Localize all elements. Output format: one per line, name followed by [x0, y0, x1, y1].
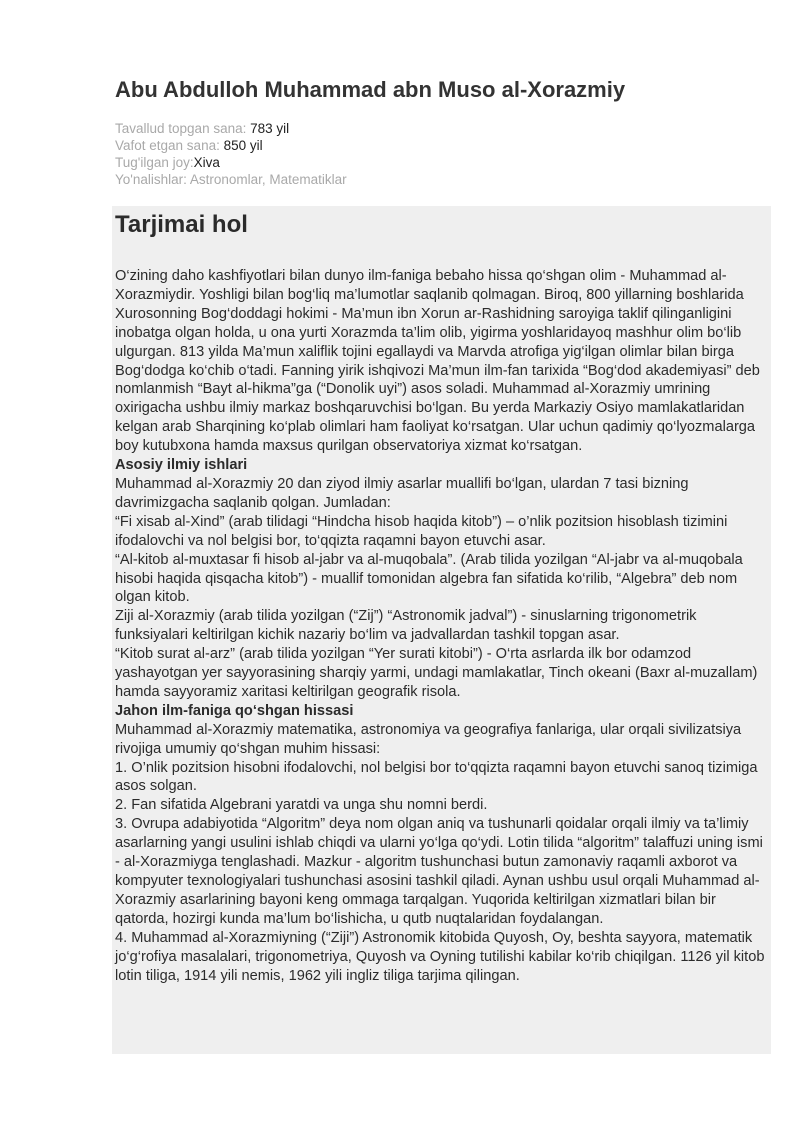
work-item: Ziji al-Xorazmiy (arab tilida yozilgan (“Zij”) “Astronomik jadval”) - sinuslarning trigonometrik funksiyalari keltirilgan kichik nazariy bo‘lim va jadvallardan tashkil topgan asar. [115, 608, 697, 644]
article-header [115, 76, 771, 188]
work-item: “Kitob surat al-arz” (arab tilida yozilgan “Yer surati kitobi”) - O‘rta asrlarda ilk bor odamzod yashayotgan yer sayyorasining sharqiy yarmi, undagi mamlakatlar, Tinch okeani (Baxr al-muzallam) hamda sayyoramiz xaritasi keltirilgan geografik risola. [115, 646, 758, 700]
biography-meta [115, 120, 771, 188]
biography-section [112, 206, 771, 1054]
meta-born-value: 783 yil [250, 121, 290, 136]
work-item: “Al-kitob al-muxtasar fi hisob al-jabr va al-muqobala”. (Arab tilida yozilgan “Al-jabr va al-muqobala hisobi haqida qisqacha kitob”) - muallif tomonidan algebra fan sifatida ko‘rilib, “Algebra” deb nom olgan kitob. [115, 551, 743, 606]
meta-fields-text: Yo'nalishlar: Astronomlar, Matematiklar [115, 172, 347, 187]
biography-body [115, 267, 767, 985]
contrib-item: 4. Muhammad al-Xorazmiyning (“Ziji”) Astronomik kitobida Quyosh, Oy, beshta sayyora, matematik jo‘g‘rofiya masalalari, trigonometriya, Quyosh va Oyning tutilishi kabilar ko‘rib chiqilgan. 1126 yil kitob lotin tiliga, 1914 yili nemis, 1962 yili ingliz tiliga tarjima qilingan. [115, 929, 765, 984]
page-title: Abu Abdulloh Muhammad abn Muso al-Xorazmiy [115, 77, 626, 102]
meta-died-label: Vafot etgan sana: [115, 138, 220, 153]
meta-born-label: Tavallud topgan sana: [115, 121, 247, 136]
works-heading: Asosiy ilmiy ishlari [115, 457, 248, 474]
meta-fields [115, 171, 771, 188]
meta-birthplace-value: Xiva [193, 155, 220, 170]
works-intro: Muhammad al-Xorazmiy 20 dan ziyod ilmiy asarlar muallifi bo‘lgan, ulardan 7 tasi bizning davrimizgacha saqlanib qolgan. Jumladan: [115, 475, 689, 511]
work-item: “Fi xisab al-Xind” (arab tilidagi “Hindcha hisob haqida kitob”) – o’nlik pozitsion hisoblash tizimini ifodalovchi va nol belgisi bor, to‘qqizta raqamni bayon etuvchi asar. [115, 513, 728, 549]
meta-birthplace-label: Tug'ilgan joy: [115, 155, 194, 170]
biography-intro: O‘zining daho kashfiyotlari bilan dunyo ilm-faniga bebaho hissa qo‘shgan olim - Muhammad al-Xorazmiydir. Yoshligi bilan bog‘liq ma’lumotlar saqlanib qolmagan. Biroq, 800 yillarning boshlarida Xurosonning Bog‘doddagi hokimi - Ma’mun ibn Xorun ar-Rashidning saroyiga taklif qilinganligini inobatga olgan holda, u ona yurti Xorazmda ta’lim olib, yigirma yoshlaridayoq mashhur olim bo‘lib ulgurgan. 813 yilda Ma’mun xaliflik tojini egallaydi va Marvda atrofiga yig‘ilgan olimlar bilan birga Bog‘dodga ko‘chib o‘tadi. Fanning yirik ishqivozi Ma’mun ilm-fan tarixida “Bog‘dod akademiyasi” deb nomlanmish “Bayt al-hikma”ga (“Donolik uyi”) asos soladi. Muhammad al-Xorazmiy umrining oxirigacha ushbu ilmiy markaz boshqaruvchisi bo‘lgan. Bu yerda Markaziy Osiyo mamlakatlaridan kelgan arab Sharqining ko‘plab olimlari ham faoliyat ko‘rsatgan. Ular uchun qadimiy qo‘lyozmalarga boy kutubxona hamda maxsus qurilgan observatoriya xizmat ko‘rsatgan. [115, 268, 760, 455]
meta-born [115, 120, 771, 137]
meta-birthplace [115, 154, 771, 171]
biography-heading: Tarjimai hol [115, 211, 248, 238]
contrib-item: 1. O’nlik pozitsion hisobni ifodalovchi, nol belgisi bor to‘qqizta raqamni bayon etuvchi sanoq tizimiga asos solgan. [115, 759, 758, 795]
contrib-intro: Muhammad al-Xorazmiy matematika, astronomiya va geografiya fanlariga, ular orqali sivilizatsiya rivojiga umumiy qo‘shgan muhim hissasi: [115, 721, 742, 757]
contrib-item: 3. Ovrupa adabiyotida “Algoritm” deya nom olgan aniq va tushunarli qoidalar orqali ilmiy va ta’limiy asarlarning yangi usulini ishlab chiqdi va ularni yo‘lga qo‘ydi. Lotin tilida “algoritm” talaffuzi uning ismi - al-Xorazmiyga tenglashadi. Mazkur - algoritm tushunchasi butun zamonaviy raqamli axborot va kompyuter texnologiyalari tushunchasi asosini tashkil qiladi. Aynan ushbu usul orqali Muhammad al-Xorazmiy asarlarining bayoni keng ommaga tarqalgan. Yuqorida keltirilgan xizmatlari bilan bir qatorda, hozirgi kunda ma’lum bo‘lishicha, u qutb nuqtalaridan foydalangan. [115, 816, 763, 927]
contrib-item: 2. Fan sifatida Algebrani yaratdi va unga shu nomni berdi. [115, 797, 488, 814]
meta-died [115, 137, 771, 154]
contrib-heading: Jahon ilm-faniga qo‘shgan hissasi [115, 702, 354, 719]
meta-died-value: 850 yil [223, 138, 263, 153]
